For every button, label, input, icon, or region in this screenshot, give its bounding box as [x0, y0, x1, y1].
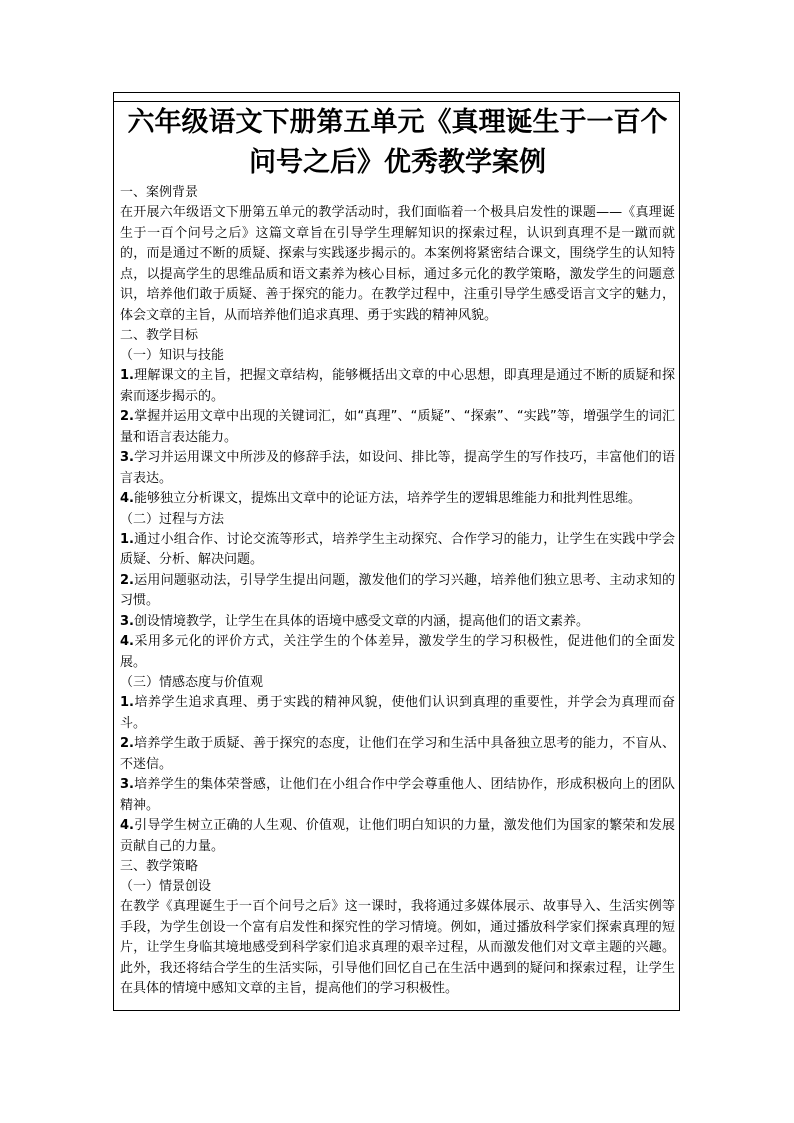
list-number: 2.: [120, 736, 134, 751]
list-text: 能够独立分析课文，提炼出文章中的论证方法，培养学生的逻辑思维能力和批判性思维。: [133, 491, 641, 506]
list-text: 掌握并运用文章中出现的关键词汇，如“真理”、“质疑”、“探索”、“实践”等，增强学生的词汇量和语言表达能力。: [120, 409, 675, 445]
scenario-paragraph: 在教学《真理诞生于一百个问号之后》这一课时，我将通过多媒体展示、故事导入、生活实例等手段，为学生创设一个富有启发性和探究性的学习情境。例如，通过播放科学家们探索真理的短片，让学生身临其境地感受到科学家们追求真理的艰辛过程，从而激发他们对文章主题的兴趣。此外，我还将结合学生的生活实际，引导他们回忆自己在生活中遇到的疑问和探索过程，让学生在具体的情境中感知文章的主旨，提高他们的学习积极性。: [120, 899, 675, 996]
list-text: 引导学生树立正确的人生观、价值观，让他们明白知识的力量，激发他们为国家的繁荣和发展贡献自己的力量。: [120, 818, 675, 854]
list-number: 3.: [120, 777, 134, 792]
list-item: [120, 612, 675, 633]
list-item: [120, 775, 675, 816]
list-text: 理解课文的主旨，把握文章结构，能够概括出文章的中心思想，即真理是通过不断的质疑和探索而逐步揭示的。: [120, 368, 675, 404]
list-item: [120, 693, 675, 734]
list-number: 3.: [120, 450, 134, 465]
list-number: 3.: [120, 613, 134, 629]
background-paragraph: 在开展六年级语文下册第五单元的教学活动时，我们面临着一个极具启发性的课题——《真理诞生于一百个问号之后》这篇文章旨在引导学生理解知识的探索过程，认识到真理不是一蹴而就的，而是通过不断的质疑、探索与实践逐步揭示的。本案例将紧密结合课文，围绕学生的认知特点，以提高学生的思维品质和语文素养为核心目标，通过多元化的教学策略，激发学生的问题意识，培养他们敢于质疑、善于探究的能力。在教学过程中，注重引导学生感受语言文字的魅力，体会文章的主旨，从而培养他们追求真理、勇于实践的精神风貌。: [120, 205, 675, 323]
document-frame: [113, 92, 680, 1011]
list-number: 1.: [120, 368, 134, 383]
list-text: 学习并运用课文中所涉及的修辞手法，如设问、排比等，提高学生的写作技巧，丰富他们的语言表达。: [120, 450, 675, 486]
list-number: 4.: [120, 491, 134, 506]
list-text: 创设情境教学，让学生在具体的语境中感受文章的内涵，提高他们的语文素养。: [133, 613, 589, 629]
list-text: 通过小组合作、讨论交流等形式，培养学生主动探究、合作学习的能力，让学生在实践中学会质疑、分析、解决问题。: [120, 531, 675, 567]
section-heading-goals: 二、教学目标: [120, 328, 199, 343]
list-number: 2.: [120, 572, 134, 588]
subsection-heading-scenario: （一）情景创设: [120, 879, 212, 894]
subsection-heading-process: （二）过程与方法: [120, 511, 225, 527]
list-item: [120, 448, 675, 489]
list-item: [120, 530, 675, 571]
section-heading-background: 一、案例背景: [120, 185, 199, 200]
list-text: 采用多元化的评价方式，关注学生的个体差异，激发学生的学习积极性，促进他们的全面发展。: [120, 634, 675, 670]
list-item: [120, 816, 675, 857]
list-item: [120, 571, 675, 612]
list-item: [120, 734, 675, 775]
list-text: 培养学生的集体荣誉感，让他们在小组合作中学会尊重他人、团结协作，形成积极向上的团队精神。: [120, 777, 675, 813]
list-item: [120, 366, 675, 407]
list-number: 4.: [120, 634, 134, 649]
list-number: 1.: [120, 531, 134, 547]
subsection-heading-knowledge: （一）知识与技能: [120, 348, 225, 363]
top-rule: [114, 101, 679, 102]
document-title: 六年级语文下册第五单元《真理诞生于一百个问号之后》优秀教学案例: [127, 107, 668, 178]
list-text: 培养学生敢于质疑、善于探究的态度，让他们在学习和生活中具备独立思考的能力，不盲从、不迷信。: [120, 736, 675, 772]
list-item: [120, 489, 675, 510]
list-text: 运用问题驱动法，引导学生提出问题，激发他们的学习兴趣，培养他们独立思考、主动求知的习惯。: [120, 572, 675, 608]
list-number: 1.: [120, 695, 134, 710]
list-number: 4.: [120, 818, 134, 833]
list-text: 培养学生追求真理、勇于实践的精神风貌，使他们认识到真理的重要性，并学会为真理而奋斗。: [120, 695, 675, 731]
section-heading-strategy: 三、教学策略: [120, 859, 199, 874]
list-number: 2.: [120, 409, 134, 424]
list-item: [120, 407, 675, 448]
document-content: [120, 103, 675, 1000]
subsection-heading-values: （三）情感态度与价值观: [120, 675, 264, 690]
list-item: [120, 632, 675, 673]
